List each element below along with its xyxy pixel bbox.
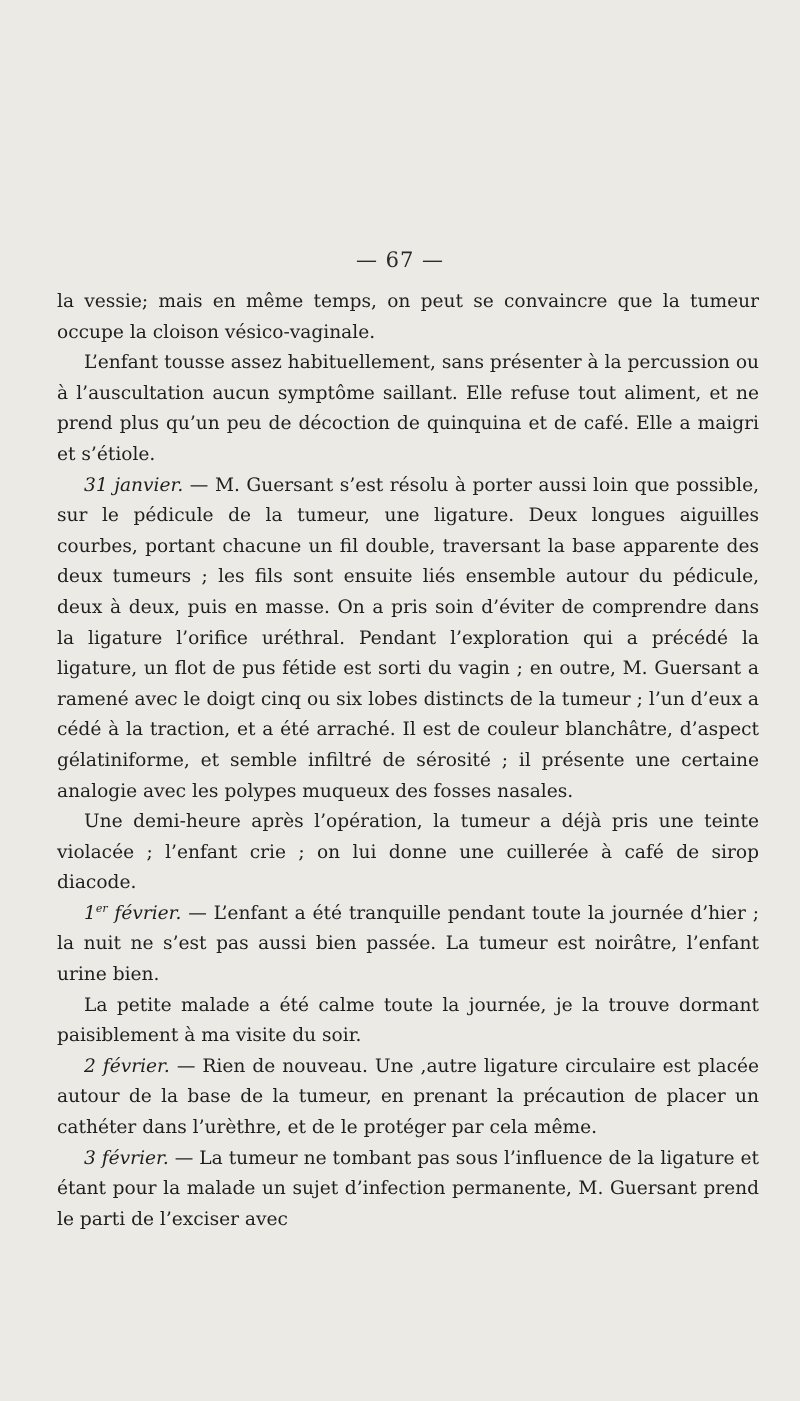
paragraph: [57, 1144, 759, 1236]
date-month: février.: [107, 902, 182, 924]
body-text: [57, 287, 759, 1235]
paragraph: [57, 471, 759, 808]
paragraph: [57, 1052, 759, 1144]
paragraph: [57, 287, 759, 348]
paragraph-text: — Rien de nouveau. Une ,autre ligature circulaire est placée autour de la base de la tumeur, en prenant la précaution de placer un cathéter dans l’urèthre, et de le protéger par cela même.: [57, 1055, 759, 1139]
paragraph: [57, 991, 759, 1052]
date-heading: [84, 903, 181, 924]
paragraph-text: Une demi-heure après l’opération, la tumeur a déjà pris une teinte violacée ; l’enfant crie ; on lui donne une cuillerée à café de sirop diacode.: [57, 811, 759, 894]
paragraph: [57, 348, 759, 470]
paragraph-text: La petite malade a été calme toute la journée, je la trouve dormant paisiblement à ma visite du soir.: [57, 994, 759, 1047]
date-ordinal: er: [95, 901, 108, 915]
page-number: — 67 —: [355, 248, 445, 272]
date-heading: 31 janvier.: [84, 474, 184, 496]
date-heading: 2 février.: [84, 1055, 170, 1077]
paragraph-text: la vessie; mais en même temps, on peut se convaincre que la tumeur occupe la cloison vésico-vaginale.: [57, 291, 759, 343]
paragraph: [57, 807, 759, 899]
date-day: 1: [84, 902, 96, 924]
date-heading: 3 février.: [84, 1147, 169, 1169]
paragraph: [57, 899, 759, 991]
paragraph-text: — M. Guersant s’est résolu à porter aussi loin que possible, sur le pédicule de la tumeur, une ligature. Deux longues aiguilles courbes, portant chacune un fil double, traversant la base apparente des deux tumeurs ; les fils sont ensuite liés ensemble autour du pédicule, deux à deux, puis en masse. On a pris soin d’éviter de comprendre dans la ligature l’orifice uréthral. Pendant l’exploration qui a précédé la ligature, un flot de pus fétide est sorti du vagin ; en outre, M. Guersant a ramené avec le doigt cinq ou six lobes distincts de la tumeur ; l’un d’eux a cédé à la traction, et a été arraché. Il est de couleur blanchâtre, d’aspect gélatiniforme, et semble infiltré de sérosité ; il présente une certaine analogie avec les polypes muqueux des fosses nasales.: [57, 474, 759, 802]
paragraph-text: — L’enfant a été tranquille pendant toute la journée d’hier ; la nuit ne s’est pas aussi bien passée. La tumeur est noirâtre, l’enfant urine bien.: [57, 902, 759, 986]
paragraph-text: L’enfant tousse assez habituellement, sans présenter à la percussion ou à l’auscultation aucun symptôme saillant. Elle refuse tout aliment, et ne prend plus qu’un peu de décoction de quinquina et de café. Elle a maigri et s’étiole.: [57, 352, 759, 465]
paragraph-text: — La tumeur ne tombant pas sous l’influence de la ligature et étant pour la malade un sujet d’infection permanente, M. Guersant prend le parti de l’exciser avec: [57, 1147, 759, 1230]
